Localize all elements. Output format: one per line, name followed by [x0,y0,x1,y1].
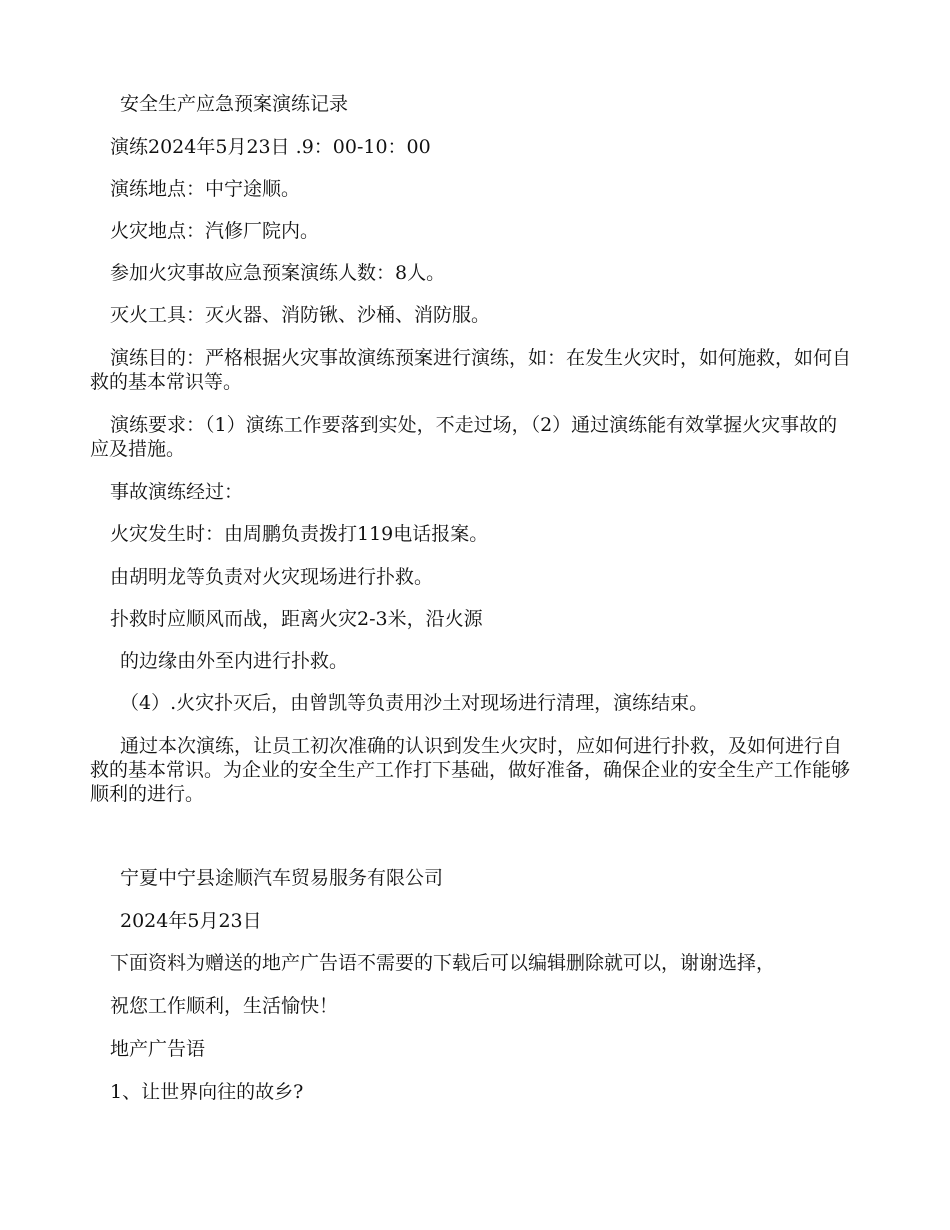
drill-purpose: 演练目的：严格根据火灾事故演练预案进行演练，如：在发生火灾时，如何施救，如何自救的基本常识等。 [90,347,852,393]
step-rescue: 由胡明龙等负责对火灾现场进行扑救。 [110,566,434,588]
step-method-line-2: 的边缘由外至内进行扑救。 [120,650,349,672]
drill-time: 演练2024年5月23日 .9：00-10：00 [110,136,431,158]
step-cleanup: （4）.火灾扑灭后，由曾凯等负责用沙土对现场进行清理，演练结束。 [120,692,709,714]
document-title: 安全生产应急预案演练记录 [120,93,349,115]
appendix-item-1: 1、让世界向往的故乡? [110,1081,304,1103]
signature-date: 2024年5月23日 [120,910,262,932]
step-method-line-1: 扑救时应顺风而战，距离火灾2-3米，沿火源 [110,608,483,630]
appendix-notice: 下面资料为赠送的地产广告语不需要的下载后可以编辑删除就可以，谢谢选择， [110,952,776,974]
appendix-heading: 地产广告语 [110,1038,206,1060]
participants-count: 参加火灾事故应急预案演练人数：8人。 [110,262,446,284]
company-name: 宁夏中宁县途顺汽车贸易服务有限公司 [120,867,444,889]
drill-summary: 通过本次演练，让员工初次准确的认识到发生火灾时，应如何进行扑救，及如何进行自救的基本常识。为企业的安全生产工作打下基础，做好准备，确保企业的安全生产工作能够顺利的进行。 [90,735,851,805]
drill-requirements: 演练要求：（1）演练工作要落到实处，不走过场，（2）通过演练能有效掌握火灾事故的应及措施。 [90,414,838,460]
process-heading: 事故演练经过： [110,481,244,503]
drill-location: 演练地点：中宁途顺。 [110,178,301,200]
appendix-wishes: 祝您工作顺利，生活愉快！ [110,995,339,1017]
step-alarm: 火灾发生时：由周鹏负责拨打119电话报案。 [110,523,489,545]
fire-location: 火灾地点：汽修厂院内。 [110,220,320,242]
fire-tools: 灭火工具：灭火器、消防锹、沙桶、消防服。 [110,304,491,326]
